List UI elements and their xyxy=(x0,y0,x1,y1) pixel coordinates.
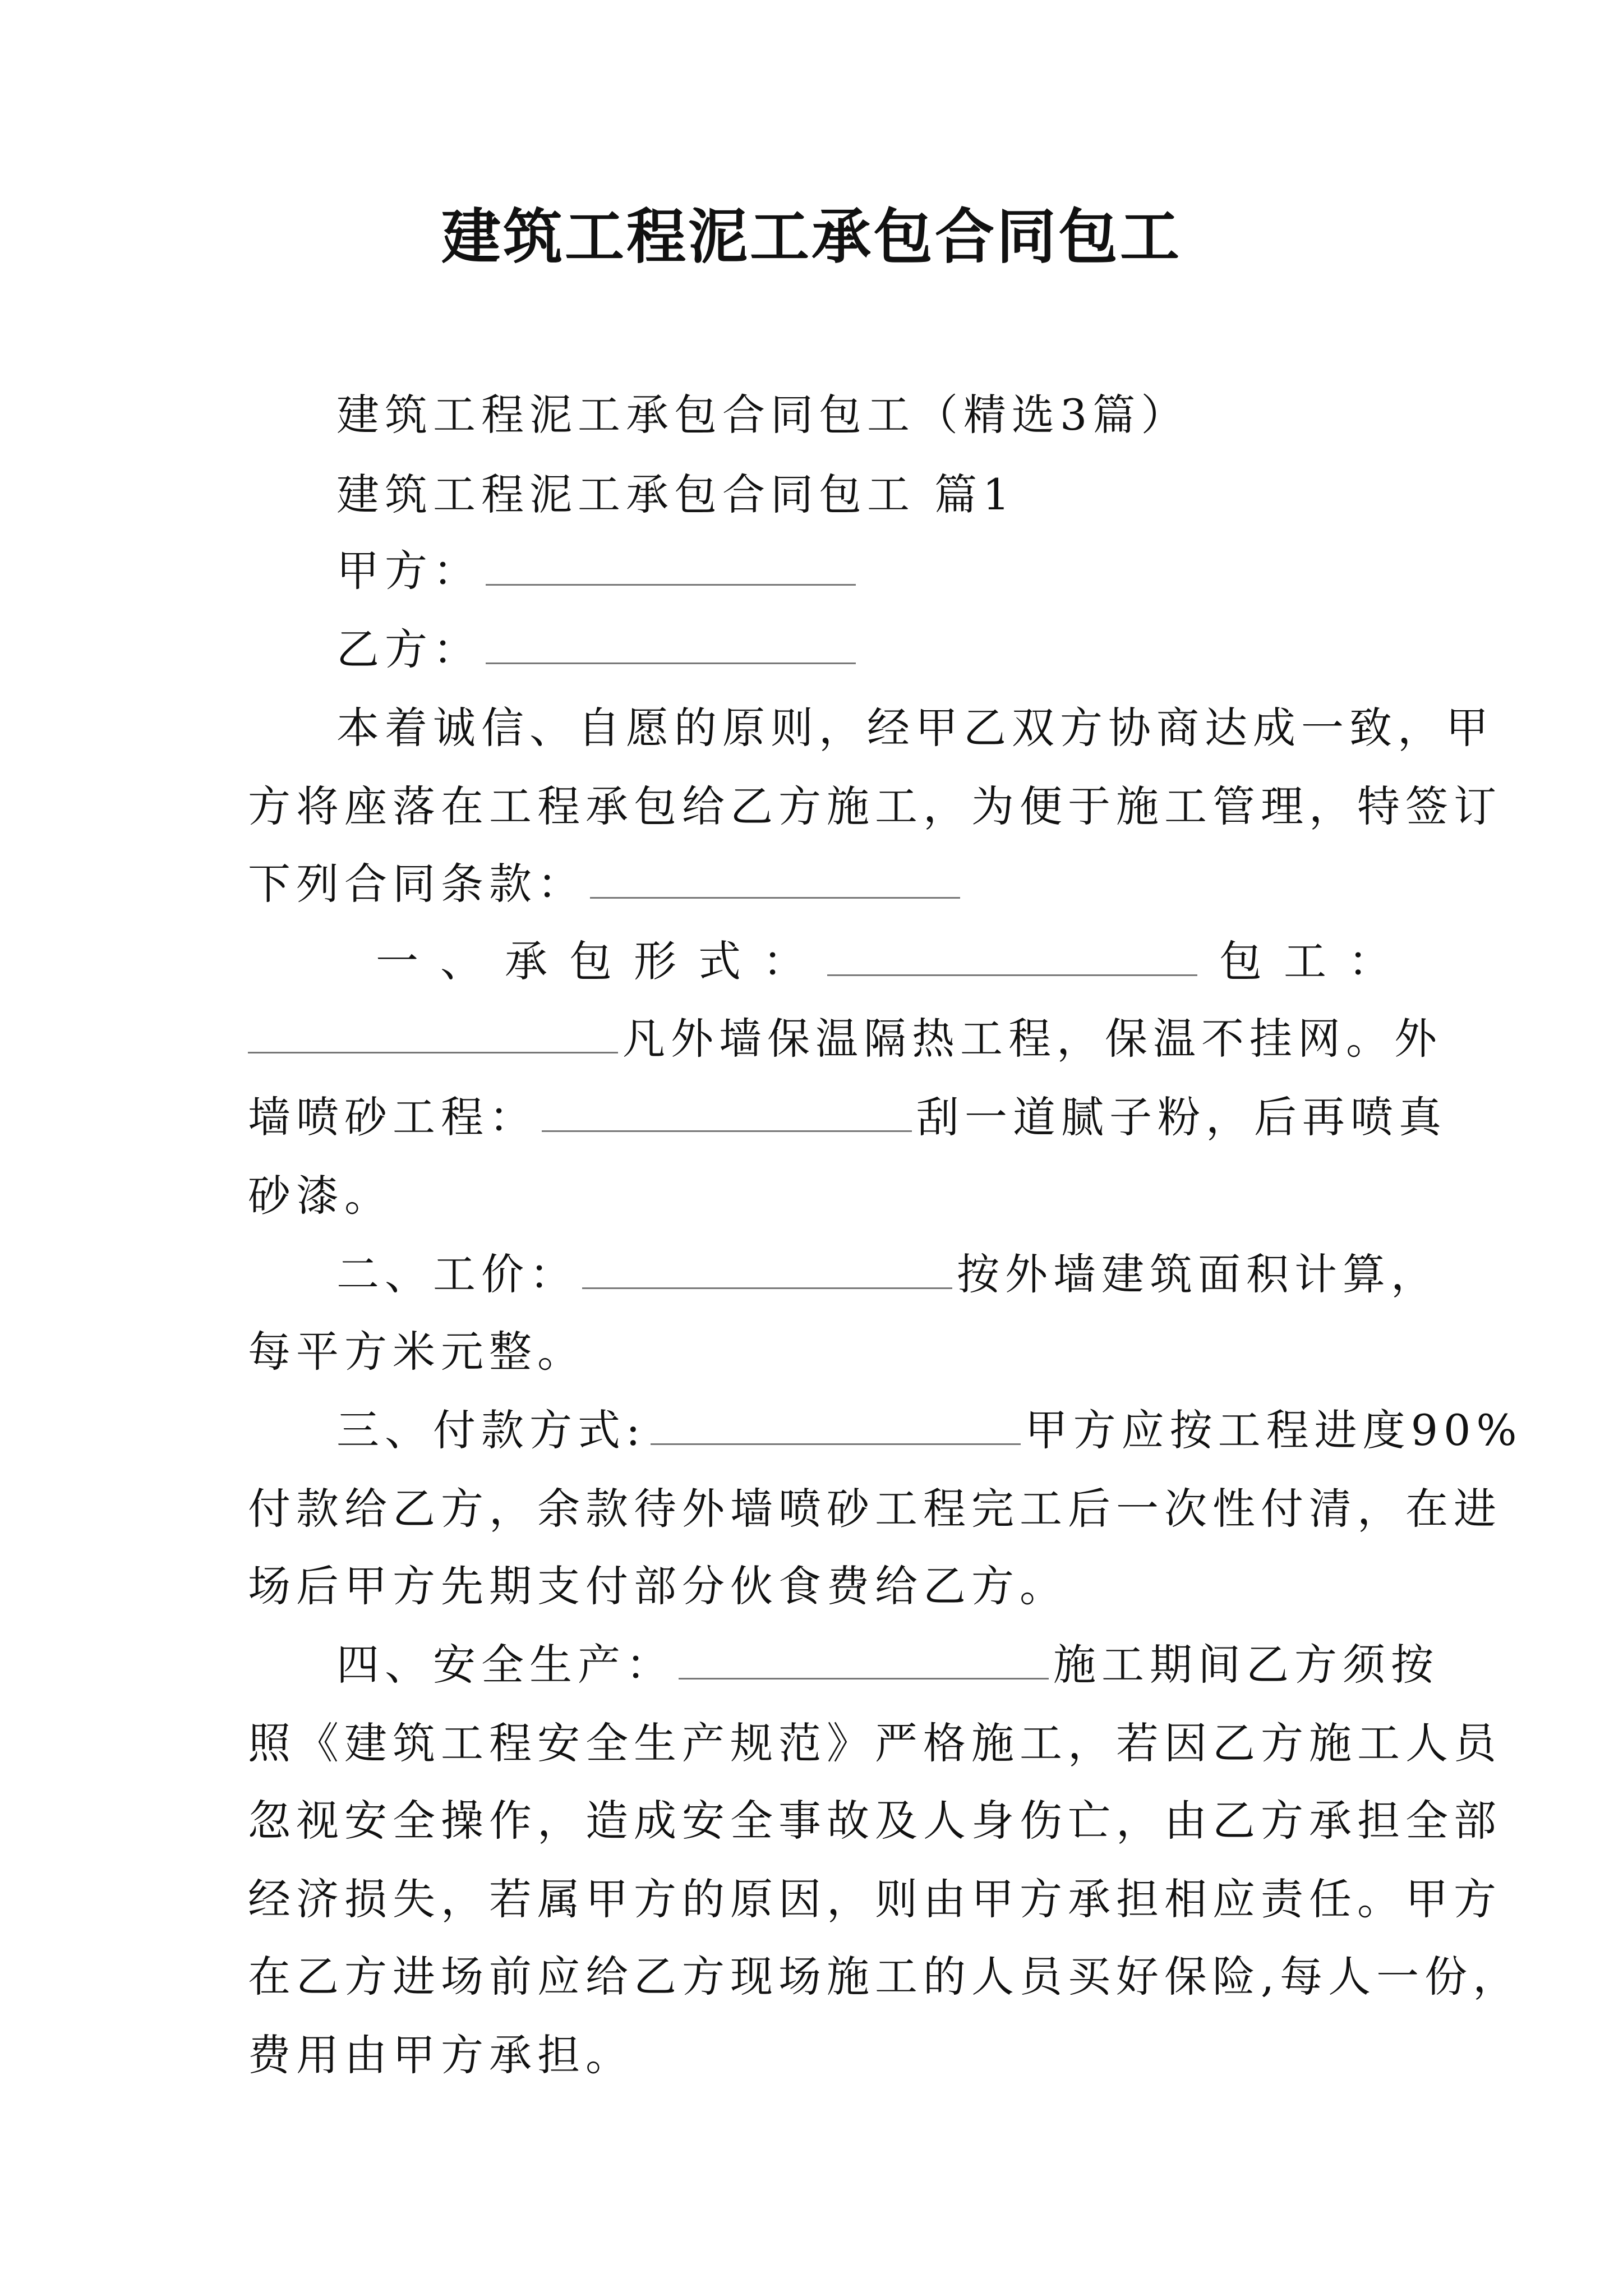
clause-4-line-1 xyxy=(336,1637,1439,1693)
clause-1-line-3 xyxy=(248,1089,1447,1145)
party-b-blank xyxy=(486,629,856,664)
clause-1-char: 一 xyxy=(376,936,418,986)
clause-1-char: ： xyxy=(1348,936,1391,986)
party-a-row xyxy=(336,543,1392,599)
clause-2-suffix: 按外墙建筑面积计算， xyxy=(957,1249,1439,1299)
clause-4-line-4: 经济损失，若属甲方的原因，则由甲方承担相应责任。甲方 xyxy=(248,1874,1502,1924)
clause-2-price-blank xyxy=(582,1254,952,1289)
clause-1-char: 工 xyxy=(1284,936,1326,986)
clause-1-char: 包 xyxy=(569,936,612,986)
clause-1-char: 形 xyxy=(634,936,676,986)
clause-1-char: 式 xyxy=(698,936,741,986)
party-b-row xyxy=(336,622,1392,678)
clause-1-char: 、 xyxy=(440,936,483,986)
clause-2-line-1 xyxy=(336,1246,1439,1303)
clause-1-line-1 xyxy=(376,933,1391,990)
clause-2-prefix: 二、工价： xyxy=(336,1249,578,1299)
clause-3-line-3: 场后甲方先期支付部分伙食费给乙方。 xyxy=(248,1561,1068,1611)
clause-3-payment-blank xyxy=(651,1410,1021,1445)
clause-1-line-2 xyxy=(248,1011,1442,1067)
clause-4-suffix: 施工期间乙方须按 xyxy=(1053,1640,1439,1690)
clause-4-safety-blank xyxy=(679,1644,1049,1680)
clause-3-suffix: 甲方应按工程进度90% xyxy=(1025,1405,1523,1455)
clause-1-char: 承 xyxy=(505,936,547,986)
clause-1-char: ： xyxy=(763,936,805,986)
clause-1-line-3-suffix: 刮一道腻子粉，后再喷真 xyxy=(916,1092,1447,1142)
intro-line-3 xyxy=(248,856,1392,912)
document-subtitle: 建筑工程泥工承包合同包工（精选3篇） xyxy=(336,390,1189,440)
clause-1-sandblast-blank xyxy=(542,1097,912,1132)
party-b-label: 乙方： xyxy=(336,624,481,674)
clause-1-line-4: 砂漆。 xyxy=(248,1171,393,1221)
intro-line-3-text: 下列合同条款： xyxy=(248,859,585,909)
clause-4-line-3: 忽视安全操作，造成安全事故及人身伤亡，由乙方承担全部 xyxy=(248,1796,1502,1846)
document-title: 建筑工程泥工承包合同包工 xyxy=(441,201,1182,272)
clause-1-line-3-prefix: 墙喷砂工程： xyxy=(248,1092,537,1142)
party-a-blank xyxy=(486,550,856,586)
clause-4-line-5: 在乙方进场前应给乙方现场施工的人员买好保险,每人一份， xyxy=(248,1952,1521,2001)
clause-1-line-2-text: 凡外墙保温隔热工程，保温不挂网。外 xyxy=(623,1014,1442,1064)
clause-3-prefix: 三、付款方式: xyxy=(336,1405,646,1455)
clause-1-char: 包 xyxy=(1219,936,1262,986)
clause-1-contract-blank xyxy=(248,1018,618,1053)
clause-2-line-2: 每平方米元整。 xyxy=(248,1327,585,1377)
clauses-blank xyxy=(590,863,960,899)
clause-3-line-1 xyxy=(336,1402,1523,1458)
section-heading: 建筑工程泥工承包合同包工 篇1 xyxy=(336,470,1016,519)
clause-4-line-6: 费用由甲方承担。 xyxy=(248,2030,634,2080)
clause-4-line-2: 照《建筑工程安全生产规范》严格施工，若因乙方施工人员 xyxy=(248,1718,1502,1768)
clause-4-prefix: 四、安全生产： xyxy=(336,1640,674,1690)
clause-3-line-2: 付款给乙方，余款待外墙喷砂工程完工后一次性付清，在进 xyxy=(248,1484,1502,1534)
intro-line-2: 方将座落在工程承包给乙方施工，为便于施工管理，特签订 xyxy=(248,781,1502,831)
party-a-label: 甲方： xyxy=(336,546,481,596)
intro-line-1: 本着诚信、自愿的原则，经甲乙双方协商达成一致，甲 xyxy=(336,703,1494,753)
clause-1-form-blank xyxy=(827,941,1197,976)
